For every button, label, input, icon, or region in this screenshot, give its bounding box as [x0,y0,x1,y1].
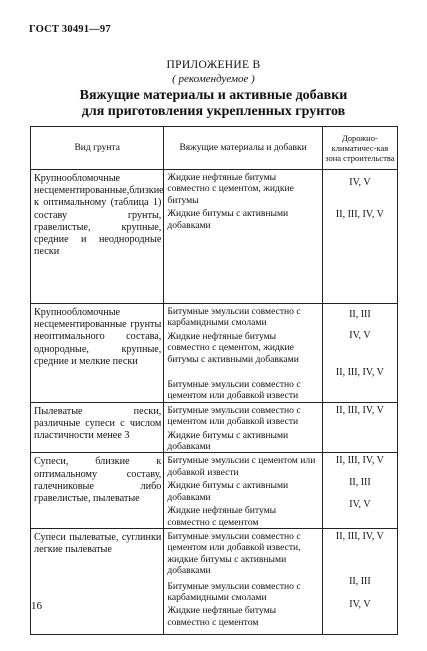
material-entry: Битумные эмульсии с цементом или добавкой извести [167,455,316,478]
soil-cell: Крупнообломочные несцементированные грунты неоптимального состава, однородные, крупные, средние и мелкие пески [31,304,164,403]
table-row [31,453,398,528]
material-entry: Жидкие нефтяные битумы совместно с цементом, жидкие битумы с активными добавками [167,330,299,365]
soil-cell: Супеси, близкие к оптимальному составу, галечниковые либо гравелистые, пылеватые [31,453,164,528]
zone-value: II, III [349,575,371,587]
material-entry: Жидкие битумы с активными добавками [167,429,289,453]
soil-cell: Супеси пылеватые, суглинки легкие пылеватые [31,528,164,634]
material-entry: Жидкие нефтяные битумы совместно с цементом [167,505,277,528]
soil-cell: Крупнообломочные несцементированные,близкие к оптимальному (таблица 1) составу грунты, гравелистые, крупные, средние и неоднородные пески [31,170,164,304]
zone-cell [322,453,397,528]
table-row [31,402,398,453]
zone-value: II, III, IV, V [335,367,384,378]
zone-cell [322,528,397,634]
table-heading-line-2: для приготовления укрепленных грунтов [81,104,346,119]
materials-cell [164,528,322,634]
table-heading-line-1: Вяжущие материалы и активные добавки [79,88,348,103]
column-header-soil: Вид грунта [31,127,164,170]
table-heading [0,88,427,120]
zone-value: IV, V [349,330,371,341]
zone-value: II, III [349,477,371,489]
column-header-zone: Дорожно-климатичес-кая зона строительства [322,127,397,170]
zone-value: II, III [349,309,371,320]
materials-cell [164,453,322,528]
materials-cell [164,170,322,304]
materials-cell [164,304,322,403]
zone-value: II, III, IV, V [335,455,384,467]
zone-cell [322,170,397,304]
table-row [31,304,398,403]
page-number: 16 [31,600,42,612]
table-header-row [31,127,398,170]
column-header-materials: Вяжущие материалы и добавки [164,127,322,170]
material-entry: Битумные эмульсии совместно с карбамидными смолами [167,580,301,603]
materials-cell [164,402,322,453]
zone-cell [322,402,397,453]
material-entry: Жидкие битумы с активными добавками [167,480,289,503]
zone-value: II, III, IV, V [335,404,384,416]
material-entry: Жидкие нефтяные битумы совместно с цементом, жидкие битумы [167,172,294,206]
material-entry: Битумные эмульсии совместно с карбамидными смолами [167,306,301,329]
zone-value: II, III, IV, V [335,209,384,220]
document-code: ГОСТ 30491—97 [29,24,111,35]
binders-table [30,126,398,635]
soil-cell: Пылеватые пески, различные супеси с числом пластичности менее 3 [31,402,164,453]
appendix-subtitle: ( рекомендуемое ) [172,73,255,85]
appendix-title: ПРИЛОЖЕНИЕ В [166,59,261,71]
material-entry: Жидкие битумы с активными добавками [167,208,289,231]
zone-cell [322,304,397,403]
material-entry: Битумные эмульсии совместно с цементом или добавкой извести [167,404,301,428]
table-row [31,170,398,304]
table-row [31,528,398,634]
zone-value: IV, V [349,177,371,188]
zone-value: IV, V [349,598,371,610]
material-entry: Битумные эмульсии совместно с цементом или добавкой извести, жидкие битумы с активными добавками [167,530,301,577]
material-entry: Жидкие нефтяные битумы совместно с цементом [167,605,277,628]
material-entry: Битумные эмульсии совместно с цементом или добавкой извести [167,379,301,402]
zone-value: IV, V [349,499,371,511]
zone-value: II, III, IV, V [335,530,384,542]
